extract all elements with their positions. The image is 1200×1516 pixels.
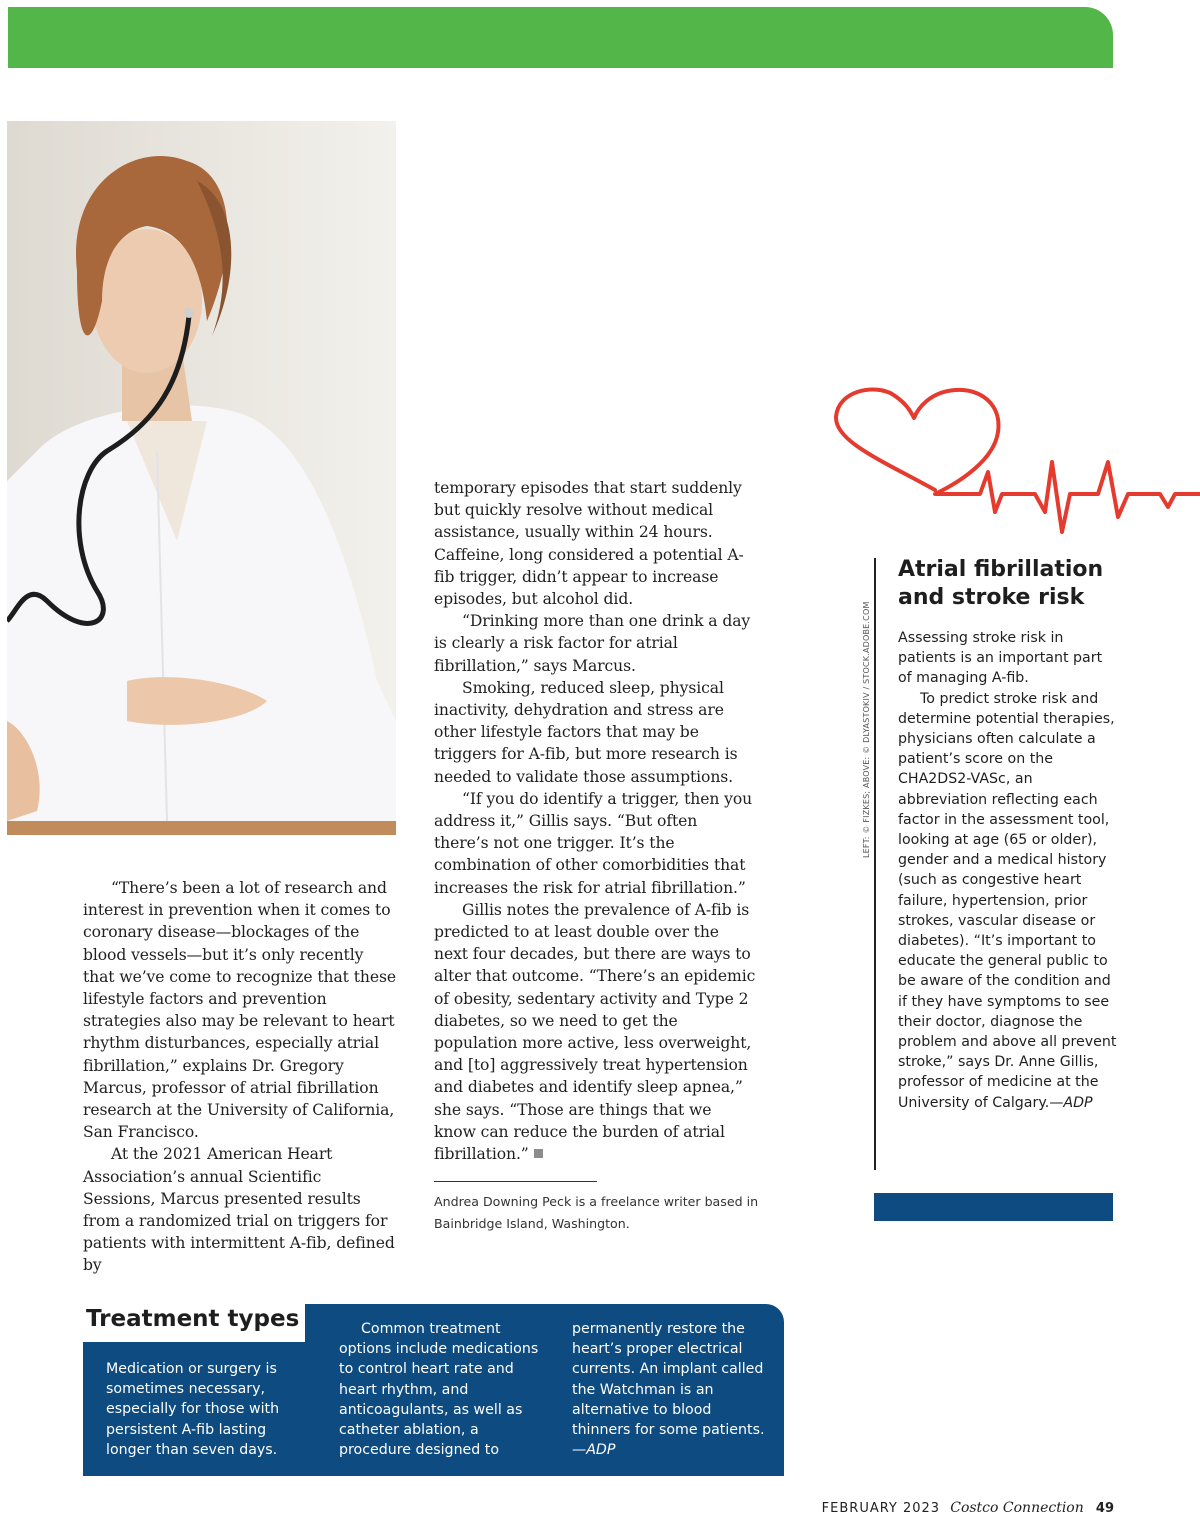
article-paragraph: “If you do identify a trigger, then you address it,” Gillis says. “But often there’s not one trigger. It’s the combination of other comorbidities that increases the risk for atrial fibrillation.”: [434, 789, 753, 897]
sidebar-paragraph-2: [898, 689, 1118, 1113]
article-paragraph: temporary episodes that start suddenly but quickly resolve without medical assistance, usually within 24 hours. Caffeine, long considered a potential A-fib trigger, didn’t appear to increase episodes, but alcohol did.: [434, 479, 744, 609]
sidebar-paragraph: Assessing stroke risk in patients is an important part of managing A-fib.: [898, 630, 1103, 687]
sidebar-title-line: and stroke risk: [898, 585, 1085, 610]
doctor-illustration: [7, 121, 396, 835]
treatment-text: Common treatment options include medications to control heart rate and heart rhythm, and anticoagulants, as well as catheter ablation, a procedure designed to: [339, 1321, 539, 1459]
article-paragraph-text: Gillis notes the prevalence of A-fib is predicted to at least double over the next four decades, but there are ways to alter that outcome. “There’s an epidemic of obesity, sedentary activity and Type 2 diabetes, so we need to get the population more active, less overweight, and [to] aggressively treat hypertension and diabetes and identify sleep apnea,” she says. “Those are things that we know can reduce the burden of atrial fibrillation.”: [434, 900, 756, 1164]
article-paragraph: Smoking, reduced sleep, physical inactivity, dehydration and stress are other lifestyle factors that may be triggers for A-fib, but more research is needed to validate those assumptions.: [434, 678, 738, 786]
treatment-text: Medication or surgery is sometimes necessary, especially for those with persistent A-fib lasting longer than seven days.: [106, 1361, 280, 1458]
page-number: 49: [1095, 1501, 1114, 1516]
sidebar-title-line: Atrial fibrillation: [898, 557, 1104, 582]
header-color-bar: [8, 7, 1113, 68]
sidebar-signature: —ADP: [1049, 1094, 1093, 1111]
end-mark-icon: [534, 1149, 543, 1158]
magazine-name: Costco Connection: [950, 1500, 1084, 1516]
sidebar-title: [898, 556, 1103, 612]
page-footer: [822, 1500, 1114, 1516]
treatment-title: Treatment types: [86, 1306, 300, 1332]
article-column-2: [434, 477, 756, 1165]
treatment-column-3: [572, 1319, 772, 1460]
bio-divider: [434, 1181, 597, 1182]
sidebar-paragraph-text: To predict stroke risk and determine potential therapies, physicians often calculate a patient’s score on the CHA2DS2-VASc, an abbreviation reflecting each factor in the assessment tool, looking at age (65 or older), gender and a medical history (such as congestive heart failure, hypertension, prior strokes, vascular disease or diabetes). “It’s important to educate the general public to be aware of the condition and if they have symptoms to see their doctor, diagnose the problem and above all prevent stroke,” says Dr. Anne Gillis, professor of medicine at the University of Calgary.: [898, 690, 1117, 1111]
treatment-paragraph: [572, 1319, 772, 1460]
sidebar-color-bar: [874, 1193, 1113, 1221]
article-column-1: [83, 877, 398, 1277]
treatment-column-2: [339, 1319, 547, 1460]
article-paragraph: At the 2021 American Heart Association’s annual Scientific Sessions, Marcus presented results from a randomized trial on triggers for patients with intermittent A-fib, defined by: [83, 1145, 395, 1275]
sidebar-body: [898, 628, 1118, 1113]
article-paragraph-last: [434, 899, 756, 1165]
treatment-signature: —ADP: [572, 1442, 616, 1459]
sidebar-rule: [874, 558, 876, 1170]
author-bio: Andrea Downing Peck is a freelance writer based in Bainbridge Island, Washington.: [434, 1194, 759, 1231]
article-paragraph: “There’s been a lot of research and interest in prevention when it comes to coronary disease—blockages of the blood vessels—but it’s only recently that we’ve come to recognize that these lifestyle factors and prevention strategies also may be relevant to heart rhythm disturbances, especially atrial fibrillation,” explains Dr. Gregory Marcus, professor of atrial fibrillation research at the University of California, San Francisco.: [83, 879, 396, 1142]
heart-ecg-icon: [830, 382, 1200, 542]
photo-credit: LEFT: © FIZKES; ABOVE: © DLYASTOKIV / STOCK.ADOBE.COM: [862, 601, 871, 858]
doctor-photo: [7, 121, 396, 835]
article-paragraph: “Drinking more than one drink a day is clearly a risk factor for atrial fibrillation,” says Marcus.: [434, 612, 751, 675]
treatment-column-1: [106, 1359, 311, 1460]
treatment-text: permanently restore the heart’s proper electrical currents. An implant called the Watchman is an alternative to blood thinners for some patients.: [572, 1321, 765, 1439]
issue-date: FEBRUARY 2023: [821, 1501, 941, 1516]
